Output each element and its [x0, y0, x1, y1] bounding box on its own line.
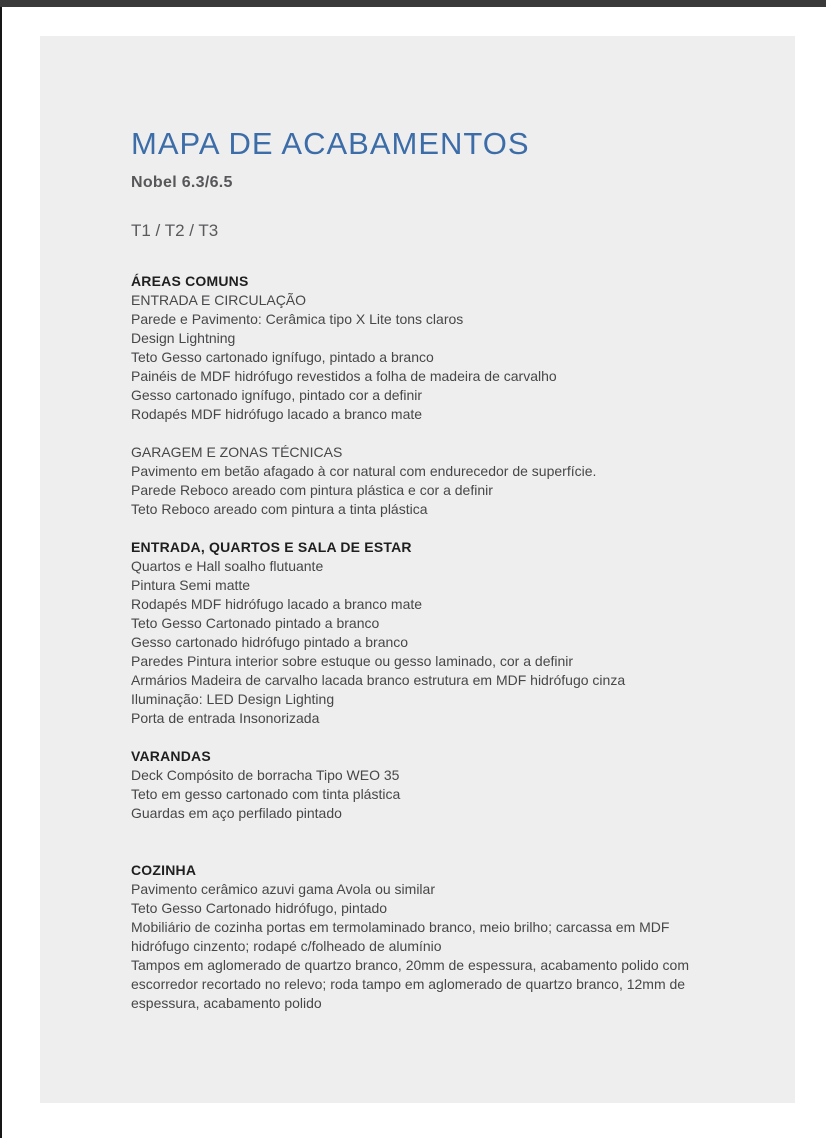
spec-line: Guardas em aço perfilado pintado [131, 805, 342, 821]
spec-line: Pintura Semi matte [131, 577, 251, 593]
spec-line: Parede e Pavimento: Cerâmica tipo X Lite tons claros [131, 311, 464, 327]
spec-line: Iluminação: LED Design Lighting [131, 691, 335, 707]
spec-line: Porta de entrada Insonorizada [131, 710, 320, 726]
spec-line: Teto Gesso cartonado ignífugo, pintado a branco [131, 349, 434, 365]
spec-line: Teto Reboco areado com pintura a tinta plástica [131, 501, 428, 517]
spec-line: Mobiliário de cozinha portas em termolaminado branco, meio brilho; carcassa em MDF hidrófugo cinzento; rodapé c/folheado de alumínio [131, 919, 670, 954]
spec-line: Armários Madeira de carvalho lacada branco estrutura em MDF hidrófugo cinza [131, 672, 626, 688]
viewer-top-bar [0, 0, 826, 7]
spec-line: Paredes Pintura interior sobre estuque ou gesso laminado, cor a definir [131, 653, 574, 669]
spec-line: Teto Gesso Cartonado hidrófugo, pintado [131, 900, 388, 916]
spec-line: Pavimento cerâmico azuvi gama Avola ou similar [131, 881, 435, 897]
spec-line: Parede Reboco areado com pintura plástica e cor a definir [131, 482, 493, 498]
spec-line: Rodapés MDF hidrófugo lacado a branco mate [131, 596, 423, 612]
spec-line: Teto Gesso Cartonado pintado a branco [131, 615, 380, 631]
document-content [40, 36, 716, 1013]
spec-line: Quartos e Hall soalho flutuante [131, 558, 324, 574]
spec-line: Tampos em aglomerado de quartzo branco, 20mm de espessura, acabamento polido com escorredor recortado no relevo; roda tampo em aglomerado de quartzo branco, 12mm de espessura, acabamento polido [131, 957, 689, 1011]
section-cozinha [131, 861, 716, 1013]
section-heading: ÁREAS COMUNS [131, 273, 249, 289]
spec-line: Pavimento em betão afagado à cor natural com endurecedor de superfície. [131, 463, 597, 479]
spec-line: Gesso cartonado hidrófugo pintado a branco [131, 634, 409, 650]
spec-line: Gesso cartonado ignífugo, pintado cor a definir [131, 387, 423, 403]
typologies-label: T1 / T2 / T3 [131, 221, 219, 240]
section-heading: COZINHA [131, 862, 197, 878]
spec-line: GARAGEM E ZONAS TÉCNICAS [131, 444, 343, 460]
section-garagem-zonas-tecnicas [131, 443, 716, 519]
spec-line: ENTRADA E CIRCULAÇÃO [131, 292, 307, 308]
spec-line: Teto em gesso cartonado com tinta plástica [131, 786, 401, 802]
section-heading: ENTRADA, QUARTOS E SALA DE ESTAR [131, 539, 412, 555]
spec-line: Rodapés MDF hidrófugo lacado a branco mate [131, 406, 423, 422]
section-entrada-quartos-sala [131, 538, 716, 728]
section-varandas [131, 747, 716, 823]
document-sheet [40, 36, 795, 1103]
spec-line: Deck Compósito de borracha Tipo WEO 35 [131, 767, 400, 783]
section-areas-comuns [131, 272, 716, 424]
page-subtitle: Nobel 6.3/6.5 [131, 174, 233, 191]
page-title: MAPA DE ACABAMENTOS [131, 126, 530, 161]
section-heading: VARANDAS [131, 748, 211, 764]
viewer-left-edge-line [0, 7, 2, 1138]
spec-line: Design Lightning [131, 330, 236, 346]
spec-line: Painéis de MDF hidrófugo revestidos a folha de madeira de carvalho [131, 368, 557, 384]
